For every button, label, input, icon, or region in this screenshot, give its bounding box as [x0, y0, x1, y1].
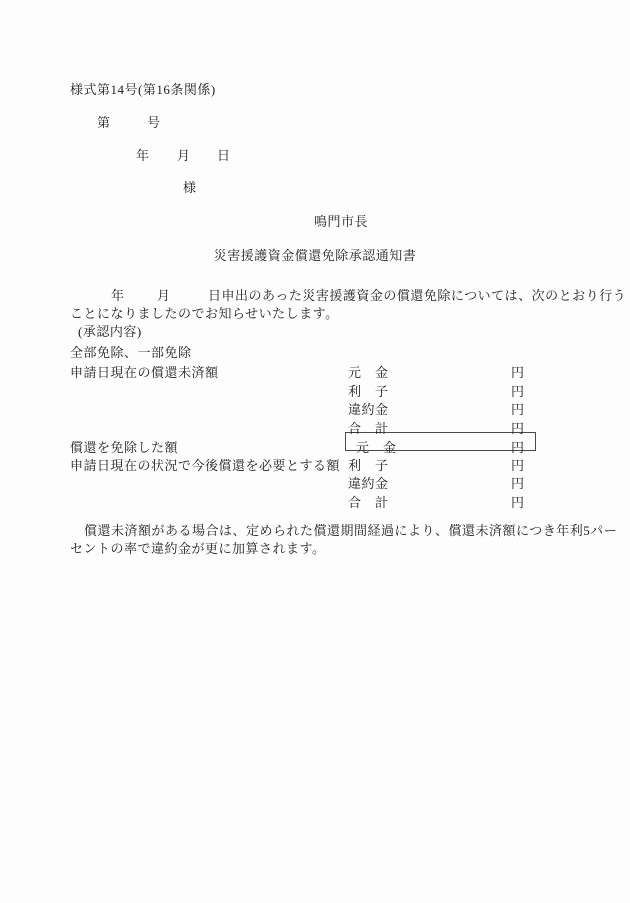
amount-item-label: 元 金	[348, 365, 389, 380]
date-day-label: 日	[217, 148, 231, 163]
approval-heading: (承認内容)	[78, 324, 142, 339]
amount-unit-label: 円	[511, 440, 525, 455]
amount-unit-label: 円	[511, 495, 525, 510]
row-label: 申請日現在の状況で今後償還を必要とする額	[70, 458, 341, 473]
row-label: 申請日現在の償還未済額	[70, 365, 219, 380]
note-line2: セントの率で違約金が更に加算されます。	[70, 541, 326, 556]
amount-item-label: 違約金	[348, 476, 389, 491]
amount-unit-label: 円	[511, 421, 525, 436]
amount-item-label: 利 子	[348, 458, 389, 473]
amount-unit-label: 円	[511, 365, 525, 380]
amount-item-label: 元 金	[356, 440, 397, 455]
table-row	[0, 492, 630, 511]
date-month-label: 月	[177, 148, 191, 163]
form-number: 様式第14号(第16条関係)	[70, 82, 216, 97]
document-title: 災害援護資金償還免除承認通知書	[213, 248, 417, 263]
addressee-honorific: 様	[183, 180, 197, 195]
table-row	[0, 381, 630, 400]
amount-item-label: 違約金	[348, 402, 389, 417]
body-line1-text: 日申出のあった災害援護資金の償還免除については、次のとおり行う	[208, 288, 627, 303]
row-label: 償還を免除した額	[70, 440, 179, 455]
doc-number-suffix: 号	[147, 115, 161, 130]
amount-unit-label: 円	[511, 476, 525, 491]
date-year-label: 年	[136, 148, 150, 163]
note-line1: 償還未済額がある場合は、定められた償還期間経過により、償還未済額につき年利5パー	[84, 523, 618, 538]
doc-number-prefix: 第	[97, 115, 111, 130]
table-row	[0, 362, 630, 381]
body-month-label: 月	[157, 288, 171, 303]
amount-unit-label: 円	[511, 384, 525, 399]
amount-item-label: 合 計	[348, 421, 389, 436]
amount-unit-label: 円	[511, 402, 525, 417]
amount-item-label: 利 子	[348, 384, 389, 399]
approval-options: 全部免除、一部免除	[70, 345, 192, 360]
body-line2-text: ことになりましたのでお知らせいたします。	[70, 306, 339, 321]
table-row	[0, 473, 630, 492]
sender-name: 鳴門市長	[314, 214, 369, 229]
table-row-exempted	[0, 437, 630, 456]
body-year-label: 年	[111, 288, 125, 303]
table-row	[0, 455, 630, 474]
amount-item-label: 合 計	[348, 495, 389, 510]
table-row	[0, 418, 630, 437]
amount-unit-label: 円	[511, 458, 525, 473]
table-row	[0, 399, 630, 418]
